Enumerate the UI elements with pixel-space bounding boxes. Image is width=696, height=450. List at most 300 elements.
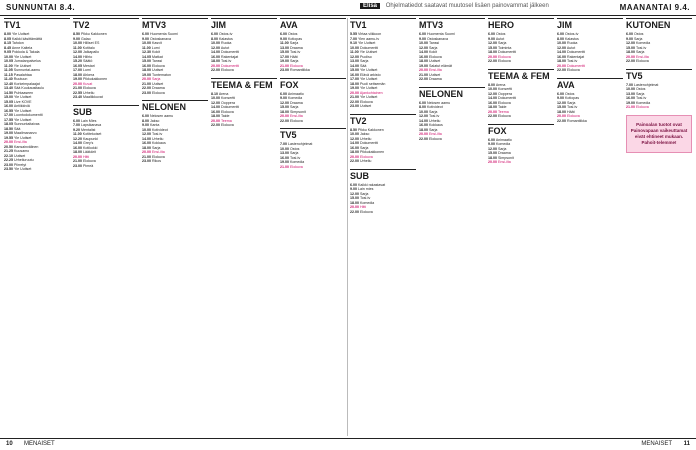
- program-entry: [211, 123, 277, 128]
- program-title: Sää: [14, 126, 21, 131]
- program-title: Jalkapallo: [83, 50, 99, 54]
- program-title: Kokkaus: [152, 141, 166, 145]
- program-title: Jumalanpalvelus: [14, 59, 41, 63]
- program-time: 19.55: [4, 135, 13, 140]
- program-time: 22.00: [419, 77, 428, 81]
- program-time: 16.00: [280, 155, 289, 160]
- program-title: Sarja: [636, 50, 645, 54]
- program-time: 19.00: [73, 77, 82, 81]
- channel-name: AVA: [557, 78, 623, 91]
- program-time: 14.00: [557, 50, 566, 54]
- program-title: Elokuva: [498, 114, 511, 118]
- program-title: Sarja: [152, 145, 161, 150]
- program-title: Yle Uutiset: [359, 95, 378, 99]
- program-time: 10.00: [488, 87, 497, 91]
- program-entry: [557, 68, 623, 73]
- program-time: 6.00: [211, 32, 218, 36]
- program-time: 20.00: [488, 109, 497, 114]
- program-title: Matkat: [152, 54, 163, 59]
- program-time: 9.10: [350, 41, 357, 45]
- program-time: 10.00: [4, 54, 13, 59]
- program-title: Yle Uutiset: [13, 54, 32, 59]
- program-title: Puoli seitsemän: [360, 81, 386, 86]
- program-time: 6.00: [350, 182, 357, 187]
- program-title: Uutiset: [152, 81, 164, 86]
- program-time: 12.30: [142, 50, 151, 54]
- program-title: Dokumentti: [498, 50, 517, 54]
- program-title: Elokuva: [360, 209, 373, 214]
- program-title: Anne Kaitela: [11, 45, 33, 50]
- program-title: Pimeä: [83, 163, 94, 168]
- program-time: 20.00: [488, 54, 497, 59]
- program-time: 10.00: [73, 41, 82, 45]
- channel-block: [350, 18, 416, 109]
- program-title: Pasalahtaa: [13, 72, 32, 77]
- program-time: 23.00: [350, 104, 359, 108]
- program-time: 15.00: [142, 59, 151, 63]
- program-title: Nelosen aamu: [427, 100, 451, 105]
- program-time: 6.00: [419, 32, 426, 36]
- program-entry: [488, 114, 554, 119]
- program-title: Komedia: [288, 96, 303, 100]
- program-time: 22.00: [488, 114, 497, 118]
- program-title: Elävä arkisto: [360, 72, 381, 77]
- program-title: Yle Uutiset: [13, 108, 32, 113]
- program-time: 16.55: [4, 108, 13, 113]
- program-title: Pokkola & Takala: [12, 50, 40, 54]
- program-time: 9.00: [142, 36, 149, 41]
- program-time: 8.10: [211, 91, 218, 96]
- program-time: 23.00: [280, 68, 289, 72]
- channel-block: [73, 105, 139, 169]
- listing-column: [4, 18, 70, 436]
- program-title: Lastenohjelmat: [634, 82, 659, 87]
- program-title: Urheilu: [152, 136, 164, 141]
- program-title: Häät: [567, 109, 575, 114]
- right-brand: MENAISET: [641, 441, 672, 447]
- program-title: Elokuva: [636, 59, 649, 63]
- program-title: Tosi-tv: [220, 59, 232, 63]
- program-time: 11.00: [4, 63, 13, 68]
- program-title: Lain mies: [358, 187, 374, 191]
- program-title: Kaikki rakastavat: [358, 182, 386, 187]
- listing-column: [142, 18, 208, 436]
- program-title: Dokumentti: [498, 96, 517, 100]
- program-title: Simpsonit: [498, 155, 514, 160]
- program-time: 8.45: [4, 45, 11, 50]
- program-title: Dokumentti: [567, 63, 586, 68]
- program-title: Kotitekoiset: [82, 132, 102, 136]
- program-time: 7.00: [626, 82, 633, 87]
- program-title: Ensi-ilta: [636, 54, 649, 59]
- program-title: Sarja: [289, 41, 299, 45]
- program-time: 9.00: [557, 96, 564, 100]
- program-time: 10.00: [211, 96, 220, 100]
- program-entry: [280, 119, 346, 124]
- program-title: Yle Uutiset: [11, 32, 30, 36]
- program-title: Elokuva: [567, 68, 580, 72]
- program-title: Sarja: [360, 145, 369, 150]
- program-title: Sunnuntaitaivas: [14, 122, 40, 126]
- program-time: 23.00: [142, 90, 151, 95]
- program-time: 6.00: [280, 32, 287, 36]
- program-title: Draama: [152, 86, 165, 90]
- program-title: Elokuva: [636, 105, 649, 109]
- program-time: 15.00: [488, 45, 497, 50]
- program-time: 13.00: [280, 151, 289, 155]
- program-time: 15.00: [280, 105, 289, 109]
- program-entry: [488, 59, 554, 64]
- program-entry: [626, 105, 692, 110]
- channel-name: FOX: [280, 78, 346, 91]
- program-time: 14.00: [350, 141, 359, 145]
- program-title: Sunnuntai-aamu: [13, 68, 41, 72]
- program-title: Rakentajat: [567, 54, 585, 59]
- program-title: Urheilu: [360, 136, 372, 141]
- program-title: Tosi-tv: [428, 114, 440, 118]
- program-entry: [557, 119, 623, 124]
- program-time: 10.00: [142, 41, 151, 45]
- listing-column: [488, 18, 554, 436]
- program-title: Pikku Kakkonen: [358, 127, 384, 132]
- program-title: Piirretyt: [14, 162, 27, 167]
- program-time: 23.40: [73, 95, 82, 99]
- left-brand: MENAISET: [24, 441, 55, 447]
- program-time: 13.00: [280, 45, 289, 50]
- program-time: 15.00: [280, 50, 289, 54]
- program-entry: [211, 68, 277, 73]
- channel-block: [350, 114, 416, 164]
- promo-text: Ohjelmatiedot saatavat muutosel lisäen painovammat jälkeen: [385, 3, 549, 9]
- program-title: Ostos: [290, 146, 300, 151]
- program-title: Komedia: [360, 200, 375, 205]
- program-time: 18.00: [557, 59, 566, 63]
- program-time: 10.00: [280, 146, 289, 151]
- program-title: Tosi-tv: [151, 132, 163, 136]
- program-time: 20.00: [73, 81, 82, 86]
- program-title: Kotiopas: [565, 96, 579, 100]
- program-entry: [280, 165, 346, 170]
- program-title: Arena: [495, 82, 506, 87]
- program-title: Puhtaaseen: [14, 90, 34, 95]
- program-time: 10.05: [4, 59, 13, 63]
- program-title: Jakso: [150, 118, 160, 123]
- program-title: Uutiset: [14, 153, 26, 158]
- program-title: Sarja: [429, 109, 438, 114]
- program-time: 6.00: [557, 32, 564, 36]
- channel-block: [488, 124, 554, 165]
- program-time: 15.20: [73, 59, 82, 63]
- program-title: Ooppera: [498, 91, 512, 96]
- program-title: Kotivideot: [152, 127, 168, 132]
- program-time: 16.05: [73, 63, 82, 68]
- program-time: 14.00: [419, 118, 428, 123]
- program-title: Kasvit: [152, 41, 162, 45]
- program-time: 22.10: [4, 153, 13, 158]
- channel-name: TV1: [4, 18, 70, 31]
- program-title: Pikkukakkonen: [360, 150, 385, 154]
- program-title: Autot: [495, 36, 505, 41]
- channel-name: MTV3: [419, 18, 485, 31]
- program-title: Grey's: [83, 141, 94, 145]
- program-time: 16.00: [142, 141, 151, 145]
- program-time: 15.00: [626, 45, 635, 50]
- channel-name: TV2: [350, 114, 416, 127]
- program-time: 20.00: [488, 160, 497, 164]
- channel-block: [4, 18, 70, 172]
- page-header: [0, 0, 696, 16]
- channel-name: KUTONEN: [626, 18, 692, 31]
- program-time: 18.00: [73, 150, 82, 154]
- program-title: Ruutuun: [13, 77, 28, 81]
- program-time: 21.00: [142, 81, 151, 86]
- program-title: Taide: [497, 105, 507, 109]
- program-time: 10.00: [419, 41, 428, 45]
- channel-block: [280, 18, 346, 73]
- program-title: Ensi-ilta: [429, 68, 442, 72]
- program-time: 20.00: [350, 154, 359, 159]
- program-entry: [73, 95, 139, 100]
- program-entry: [142, 91, 208, 96]
- program-title: Ensi-ilta: [152, 150, 165, 154]
- program-time: 18.00: [557, 109, 566, 114]
- program-time: 6.00: [488, 32, 495, 36]
- program-title: Elokuva: [498, 100, 511, 105]
- program-entry: [488, 160, 554, 165]
- program-time: 12.00: [211, 100, 220, 105]
- program-time: 12.00: [488, 91, 497, 96]
- program-title: Lumi: [151, 45, 160, 50]
- program-title: Sarja: [636, 91, 645, 96]
- program-time: 22.00: [557, 118, 566, 123]
- program-time: 20.50: [4, 144, 13, 149]
- program-title: Urheilu: [429, 118, 441, 123]
- program-title: Kokit: [152, 50, 160, 54]
- channel-name: TEEMA & FEM: [211, 78, 277, 91]
- program-time: 10.00: [350, 45, 359, 50]
- program-time: 13.00: [626, 91, 635, 96]
- program-time: 8.05: [4, 36, 11, 41]
- program-entry: [73, 164, 139, 169]
- right-day-heading: MAANANTAI 9.4.: [619, 3, 690, 12]
- program-title: Jakso: [360, 132, 370, 136]
- program-time: 11.15: [4, 72, 13, 77]
- program-time: 15.00: [557, 105, 566, 109]
- program-time: 12.00: [211, 45, 220, 50]
- program-title: Sarja: [498, 146, 507, 151]
- program-time: 9.20: [73, 127, 80, 132]
- program-time: 16.00: [557, 54, 566, 59]
- program-title: Autot: [220, 45, 230, 50]
- program-time: 17.55: [4, 117, 13, 122]
- program-title: Elokuva: [498, 59, 511, 63]
- program-time: 8.00: [419, 105, 426, 109]
- listing-column: [419, 18, 485, 436]
- program-time: 16.00: [211, 109, 220, 114]
- program-time: 15.00: [350, 68, 359, 72]
- program-title: Konsertti: [498, 87, 513, 91]
- program-title: Lapsikanava: [81, 123, 102, 127]
- program-time: 12.00: [280, 100, 289, 105]
- program-time: 22.00: [350, 159, 359, 163]
- program-title: Draama: [498, 151, 511, 155]
- program-time: 21.00: [350, 95, 359, 99]
- program-title: Puoliso: [360, 54, 372, 59]
- program-title: Romantiikka: [567, 118, 587, 123]
- program-time: 6.00: [280, 91, 287, 96]
- program-time: 19.00: [142, 72, 151, 77]
- program-time: 20.00: [211, 118, 220, 123]
- channel-block: [419, 18, 485, 82]
- program-time: 9.00: [488, 36, 495, 41]
- program-time: 16.00: [419, 54, 428, 59]
- program-title: Teema: [497, 109, 509, 114]
- channel-name: TV1: [350, 18, 416, 31]
- program-time: 15.05: [4, 99, 13, 104]
- program-time: 16.00: [73, 145, 82, 150]
- program-time: 8.00: [142, 118, 149, 123]
- program-title: Urheilu: [360, 159, 372, 163]
- channel-block: [280, 78, 346, 124]
- program-time: 9.00: [350, 187, 357, 191]
- program-time: 22.00: [626, 59, 635, 63]
- program-title: Dokumentti: [360, 141, 379, 145]
- program-time: 9.00: [280, 36, 287, 41]
- program-time: 18.00: [350, 150, 359, 154]
- channel-block: [626, 69, 692, 110]
- page-footer: [0, 438, 696, 450]
- program-title: Säätö: [83, 59, 93, 63]
- program-time: 20.00: [211, 63, 220, 68]
- program-time: 12.00: [626, 41, 635, 45]
- program-entry: [626, 59, 692, 64]
- channel-name: NELONEN: [142, 100, 208, 113]
- program-time: 8.00: [211, 36, 218, 41]
- program-title: Sää: [360, 63, 367, 68]
- program-title: Elokuva: [290, 118, 303, 123]
- program-title: Konsertti: [221, 96, 236, 100]
- program-title: Ostoskanava: [150, 36, 171, 41]
- program-time: 5.55: [350, 32, 357, 36]
- program-title: Dokumentti: [221, 63, 240, 68]
- program-time: 10.00: [142, 127, 151, 132]
- program-time: 19.00: [280, 160, 289, 164]
- program-title: Elokuva: [498, 54, 511, 59]
- channel-block: [142, 100, 208, 164]
- program-time: 23.50: [4, 167, 13, 171]
- program-title: Komedia: [636, 41, 651, 45]
- program-title: Urheilu: [83, 90, 95, 95]
- program-title: Toiminta: [497, 45, 512, 50]
- program-title: Ostos-tv: [219, 32, 233, 36]
- program-time: 6.00: [488, 137, 495, 142]
- program-time: 16.00: [488, 100, 497, 105]
- program-time: 12.20: [73, 136, 82, 141]
- program-time: 9.00: [419, 36, 426, 41]
- page-divider: [347, 18, 348, 436]
- program-title: Sarja: [290, 105, 299, 109]
- channel-name: JIM: [211, 18, 277, 31]
- channel-block: [211, 78, 277, 128]
- channel-block: [488, 69, 554, 119]
- program-time: 19.00: [280, 59, 289, 63]
- channel-block: [626, 18, 692, 64]
- program-time: 9.00: [73, 36, 80, 41]
- program-title: Yle Uutiset: [13, 167, 32, 171]
- program-time: 12.00: [557, 45, 566, 50]
- program-time: 11.40: [4, 77, 13, 81]
- channel-name: TV5: [280, 128, 346, 141]
- program-time: 20.00: [73, 154, 82, 159]
- program-title: Kuusamo: [14, 149, 30, 153]
- program-time: 19.00: [4, 131, 13, 135]
- program-time: 14.00: [73, 54, 82, 59]
- program-title: Mentalist: [81, 127, 96, 132]
- program-time: 18.50: [4, 126, 13, 131]
- program-title: Simpsonit: [290, 109, 306, 114]
- program-time: 22.00: [488, 59, 497, 63]
- program-time: 22.00: [142, 86, 151, 90]
- program-time: 6.00: [142, 32, 149, 36]
- program-title: Kalastus: [565, 36, 579, 41]
- program-time: 9.00: [142, 123, 149, 127]
- program-title: Ostos: [634, 32, 644, 36]
- program-time: 11.00: [280, 41, 289, 45]
- program-entry: [4, 167, 70, 172]
- program-title: Uutiset: [429, 59, 441, 63]
- program-title: Tosi-tv: [566, 105, 578, 109]
- program-title: Draama: [290, 45, 303, 50]
- program-time: 21.25: [4, 149, 13, 153]
- program-time: 20.00: [626, 54, 635, 59]
- program-title: Tosi-tv: [289, 50, 301, 54]
- program-time: 23.00: [73, 163, 82, 168]
- program-title: Elokuva: [567, 114, 580, 118]
- program-time: 17.00: [73, 68, 82, 72]
- program-title: Teema: [220, 118, 232, 123]
- program-time: 9.00: [626, 36, 633, 41]
- program-time: 20.00: [557, 114, 566, 118]
- program-time: 12.00: [350, 136, 359, 141]
- program-time: 18.00: [350, 200, 359, 205]
- listing-column: [626, 18, 692, 436]
- program-title: Uutiset: [360, 104, 372, 108]
- program-time: 12.00: [419, 45, 428, 50]
- program-title: Ostos: [636, 87, 646, 91]
- program-title: Ostos: [288, 32, 298, 36]
- program-time: 14.00: [142, 136, 151, 141]
- program-title: Rakentajat: [221, 54, 239, 59]
- program-title: Sarja: [567, 100, 576, 105]
- program-time: 18.00: [211, 59, 220, 63]
- program-time: 13.40: [4, 86, 13, 90]
- channel-block: [142, 18, 208, 95]
- program-title: Elokuva: [360, 154, 373, 159]
- program-time: 18.00: [280, 109, 289, 114]
- program-title: Arena: [218, 91, 229, 96]
- left-day-heading: SUNNUNTAI 8.4.: [6, 3, 76, 12]
- channel-name: TV2: [73, 18, 139, 31]
- program-time: 18.00: [142, 145, 151, 150]
- program-time: 20.00: [142, 150, 151, 154]
- program-title: Tosi-tv: [566, 59, 578, 63]
- program-title: Yle Uutiset: [359, 86, 378, 90]
- program-title: Animaatio: [287, 91, 304, 96]
- channel-name: NELONEN: [419, 87, 485, 100]
- listing-column: [280, 18, 346, 436]
- program-time: 17.00: [280, 54, 289, 59]
- program-time: 6.00: [626, 32, 633, 36]
